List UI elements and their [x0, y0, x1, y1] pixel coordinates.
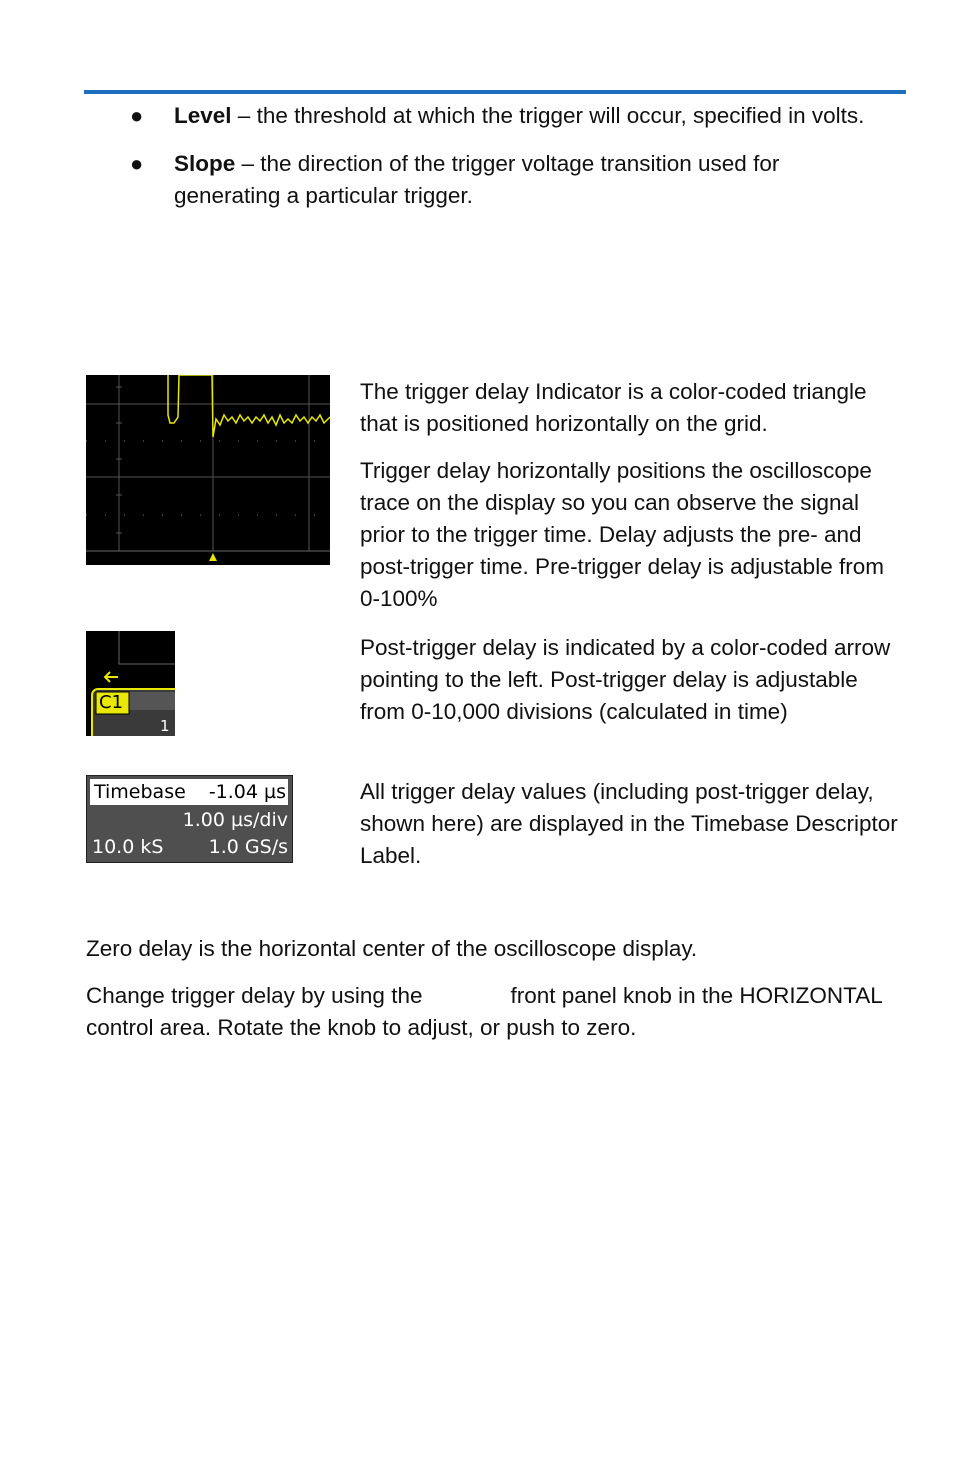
change-delay-a: Change trigger delay by using the	[86, 983, 423, 1008]
timebase-descriptor-label	[86, 775, 293, 863]
paragraph-post-trigger: Post-trigger delay is indicated by a color-coded arrow pointing to the left. Post-trigger delay is adjustable from 0-10,000 divisions (calculated in time)	[360, 635, 891, 724]
bullet-level	[130, 100, 890, 132]
text-block-2	[360, 632, 905, 743]
bullet-term: Level	[174, 103, 232, 128]
scope-grid-svg	[86, 375, 330, 565]
bullet-text: – the threshold at which the trigger will occur, specified in volts.	[231, 103, 865, 128]
timebase-samples: 10.0 kS	[92, 836, 164, 858]
bullet-slope	[130, 148, 890, 212]
timebase-per-div: 1.00 µs/div	[182, 809, 288, 831]
bullet-term: Slope	[174, 151, 236, 176]
timebase-header	[90, 779, 288, 805]
paragraph-change-delay	[86, 980, 886, 1044]
header-rule	[84, 90, 906, 94]
channel-digit: 1	[160, 717, 170, 735]
paragraph-delay: Trigger delay horizontally positions the oscilloscope trace on the display so you can observe the signal prior to the trigger time. Delay adjusts the pre- and post-trigger time. Pre-trigger delay is adjustable from 0-100%	[360, 458, 884, 611]
timebase-delay: -1.04 µs	[208, 781, 286, 803]
paragraph-timebase: All trigger delay values (including post-trigger delay, shown here) are displayed in the Timebase Descriptor Label.	[360, 779, 898, 868]
paragraph-zero-delay: Zero delay is the horizontal center of the oscilloscope display.	[86, 936, 698, 961]
change-delay-b: front panel knob in the HORIZONTAL control area. Rotate the knob to adjust, or push to zero.	[86, 983, 882, 1040]
channel-name: C1	[99, 692, 124, 713]
bullet-list	[130, 100, 890, 228]
scope-grid-image	[86, 375, 330, 565]
text-block-3	[360, 776, 905, 887]
bullet-dot-icon: ●	[130, 151, 144, 176]
timebase-title: Timebase	[94, 781, 186, 803]
paragraph-indicator: The trigger delay Indicator is a color-coded triangle that is positioned horizontally on the grid.	[360, 379, 867, 436]
bullet-dot-icon: ●	[130, 103, 144, 128]
timebase-rate: 1.0 GS/s	[208, 836, 288, 858]
post-trigger-arrow-image	[86, 631, 175, 736]
bottom-text	[86, 933, 886, 1059]
text-block-1	[360, 376, 905, 630]
bullet-text: – the direction of the trigger voltage transition used for generating a particular trigger.	[174, 151, 780, 208]
timebase-footer	[92, 836, 288, 858]
